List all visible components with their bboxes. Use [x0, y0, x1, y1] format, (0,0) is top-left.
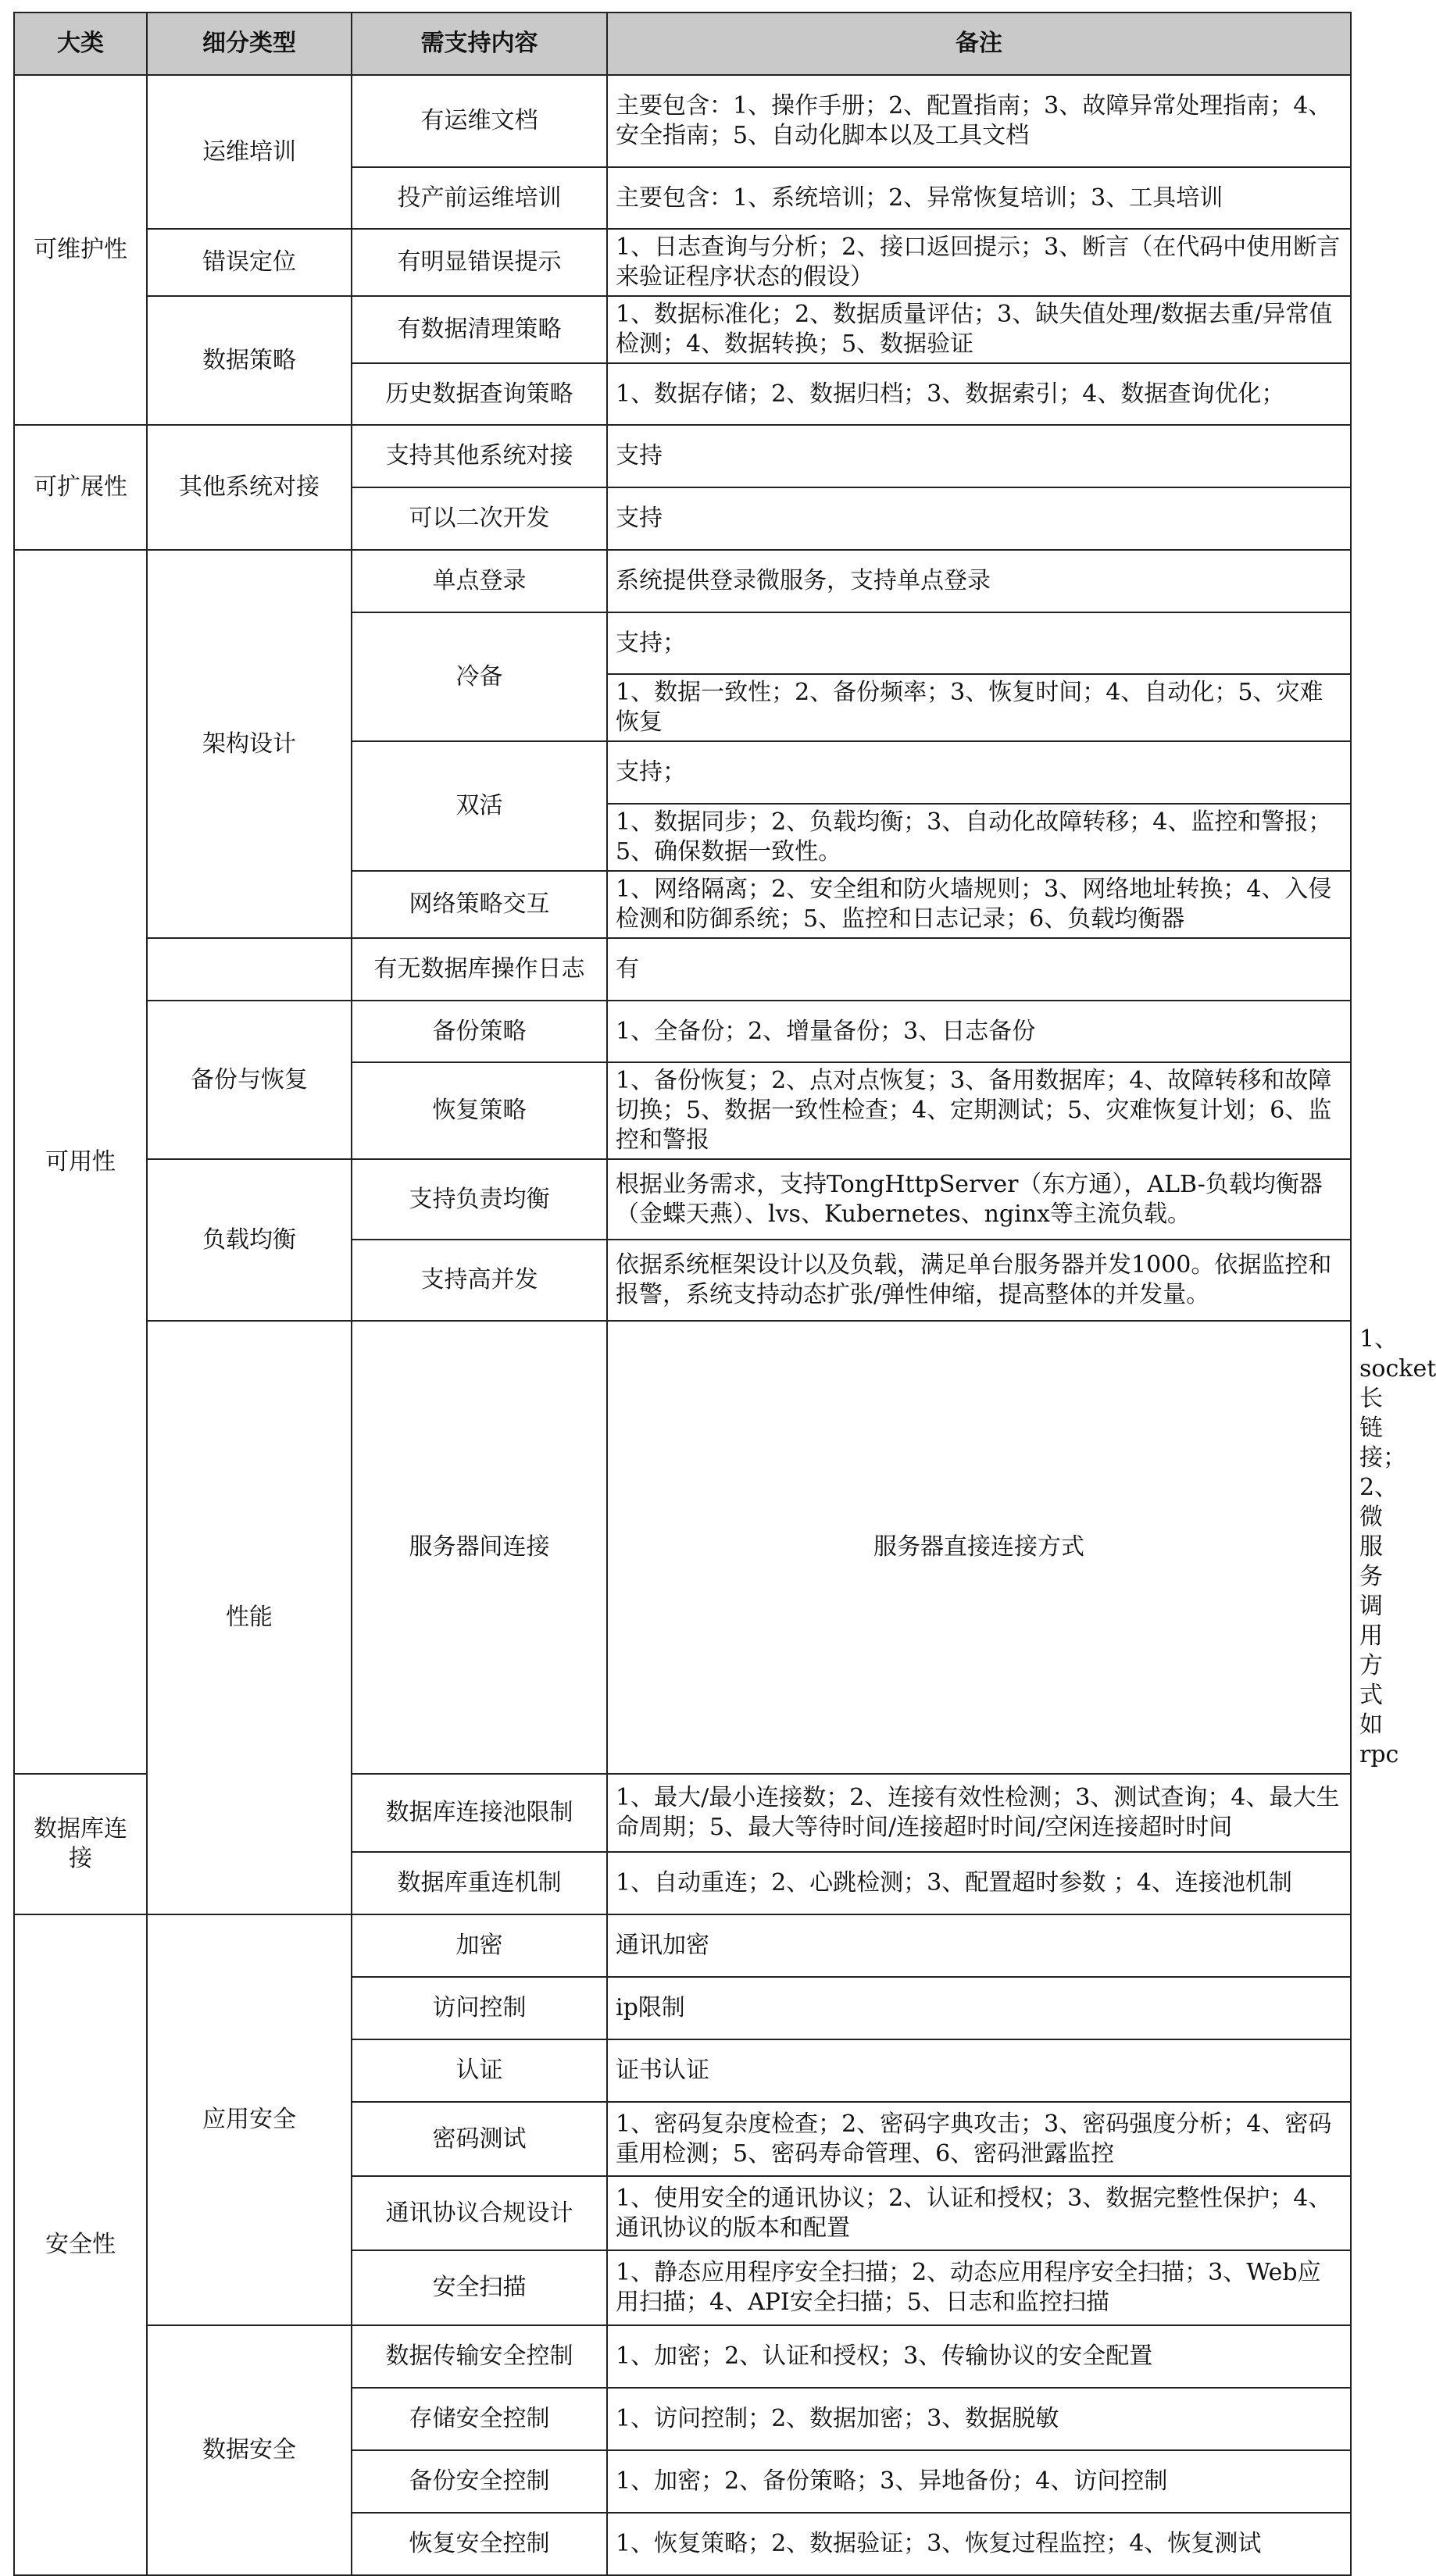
- table-row: [14, 75, 1351, 167]
- table-row: [14, 425, 1351, 487]
- note-cell: 1、数据存储；2、数据归档；3、数据索引；4、数据查询优化；: [607, 363, 1351, 425]
- note-cell: 1、密码复杂度检查；2、密码字典攻击；3、密码强度分析；4、密码重用检测；5、密码寿命管理、6、密码泄露监控: [607, 2102, 1351, 2176]
- note-cell: 有: [607, 938, 1351, 1001]
- content-cell: 认证: [352, 2039, 607, 2102]
- note-cell: 1、访问控制；2、数据加密；3、数据脱敏: [607, 2388, 1351, 2450]
- table-row: [14, 1914, 1351, 1977]
- note-cell: 1、备份恢复；2、点对点恢复；3、备用数据库；4、故障转移和故障切换；5、数据一致性检查；4、定期测试；5、灾难恢复计划；6、监控和警报: [607, 1062, 1351, 1159]
- content-cell: 恢复安全控制: [352, 2513, 607, 2575]
- note-cell: 支持: [607, 425, 1351, 487]
- note-cell: 1、数据同步；2、负载均衡；3、自动化故障转移；4、监控和警报；5、确保数据一致性。: [607, 804, 1351, 871]
- table-row: [14, 550, 1351, 612]
- category-cell: 安全性: [14, 1914, 147, 2575]
- table-row: [14, 229, 1351, 296]
- subtype-cell: [147, 938, 352, 1001]
- note-cell: 1、全备份；2、增量备份；3、日志备份: [607, 1001, 1351, 1062]
- content-cell: 数据库连接池限制: [352, 1774, 607, 1852]
- content-cell: 访问控制: [352, 1977, 607, 2039]
- note-cell: 支持；: [607, 741, 1351, 804]
- note-cell: 支持；: [607, 612, 1351, 674]
- table-row: [14, 296, 1351, 363]
- header-row: [14, 12, 1351, 75]
- note-cell: 1、使用安全的通讯协议；2、认证和授权；3、数据完整性保护；4、通讯协议的版本和配置: [607, 2176, 1351, 2250]
- content-cell: 支持负责均衡: [352, 1159, 607, 1240]
- note-cell: 1、静态应用程序安全扫描；2、动态应用程序安全扫描；3、Web应用扫描；4、API安全扫描；5、日志和监控扫描: [607, 2250, 1351, 2325]
- note-cell: 1、最大/最小连接数；2、连接有效性检测；3、测试查询；4、最大生命周期；5、最大等待时间/连接超时时间/空闲连接超时时间: [607, 1774, 1351, 1852]
- subtype-cell: 应用安全: [147, 1914, 352, 2325]
- content-cell: 通讯协议合规设计: [352, 2176, 607, 2250]
- note-cell: 1、数据标准化；2、数据质量评估；3、缺失值处理/数据去重/异常值检测；4、数据转换；5、数据验证: [607, 296, 1351, 363]
- table-row: [14, 938, 1351, 1001]
- content-cell: 加密: [352, 1914, 607, 1977]
- content-cell: 数据库重连机制: [352, 1852, 607, 1914]
- subtype-cell: 其他系统对接: [147, 425, 352, 550]
- header-note: 备注: [607, 12, 1351, 75]
- content-cell: 安全扫描: [352, 2250, 607, 2325]
- content-cell: 双活: [352, 741, 607, 871]
- note-cell: 证书认证: [607, 2039, 1351, 2102]
- header-content: 需支持内容: [352, 12, 607, 75]
- note-cell: 1、数据一致性；2、备份频率；3、恢复时间；4、自动化；5、灾难恢复: [607, 674, 1351, 741]
- content-cell: 可以二次开发: [352, 487, 607, 550]
- table-row: [14, 2325, 1351, 2388]
- content-cell: 数据传输安全控制: [352, 2325, 607, 2388]
- header-category: 大类: [14, 12, 147, 75]
- content-cell: 有无数据库操作日志: [352, 938, 607, 1001]
- category-cell: 性能: [147, 1321, 352, 1914]
- note-cell: 系统提供登录微服务，支持单点登录: [607, 550, 1351, 612]
- note-cell: 根据业务需求，支持TongHttpServer（东方通），ALB-负载均衡器（金蝶天燕）、lvs、Kubernetes、nginx等主流负载。: [607, 1159, 1351, 1240]
- content-cell: 恢复策略: [352, 1062, 607, 1159]
- subtype-cell: 架构设计: [147, 550, 352, 938]
- category-cell: 可用性: [14, 550, 147, 1774]
- content-cell: 支持高并发: [352, 1240, 607, 1321]
- note-cell: 1、加密；2、认证和授权；3、传输协议的安全配置: [607, 2325, 1351, 2388]
- content-cell: 密码测试: [352, 2102, 607, 2176]
- table-row: 性能 服务器间连接 服务器直接连接方式 1、socket 长链接；2、微服务调用方式如rpc: [14, 1321, 1351, 1774]
- content-cell: 备份安全控制: [352, 2450, 607, 2513]
- note-cell: 通讯加密: [607, 1914, 1351, 1977]
- subtype-cell: 数据策略: [147, 296, 352, 425]
- note-cell: 1、网络隔离；2、安全组和防火墙规则；3、网络地址转换；4、入侵检测和防御系统；5、监控和日志记录；6、负载均衡器: [607, 871, 1351, 938]
- note-cell: 1、加密；2、备份策略；3、异地备份；4、访问控制: [607, 2450, 1351, 2513]
- category-cell: 可扩展性: [14, 425, 147, 550]
- content-cell: 有数据清理策略: [352, 296, 607, 363]
- note-cell: 1、恢复策略；2、数据验证；3、恢复过程监控；4、恢复测试: [607, 2513, 1351, 2575]
- content-cell: 备份策略: [352, 1001, 607, 1062]
- note-cell: 支持: [607, 487, 1351, 550]
- note-cell: 主要包含：1、系统培训；2、异常恢复培训；3、工具培训: [607, 167, 1351, 229]
- subtype-cell: 备份与恢复: [147, 1001, 352, 1159]
- content-cell: 投产前运维培训: [352, 167, 607, 229]
- subtype-cell: 错误定位: [147, 229, 352, 296]
- requirements-table-container: [13, 12, 1436, 2576]
- subtype-cell: 运维培训: [147, 75, 352, 229]
- content-cell: 网络策略交互: [352, 871, 607, 938]
- table-row: [14, 1001, 1351, 1062]
- note-cell: 1、日志查询与分析；2、接口返回提示；3、断言（在代码中使用断言来验证程序状态的假设）: [607, 229, 1351, 296]
- content-cell: 单点登录: [352, 550, 607, 612]
- subtype-cell: 服务器间连接: [352, 1321, 607, 1774]
- content-cell: 服务器直接连接方式: [607, 1321, 1351, 1774]
- note-cell: 依据系统框架设计以及负载，满足单台服务器并发1000。依据监控和报警，系统支持动态扩张/弹性伸缩，提高整体的并发量。: [607, 1240, 1351, 1321]
- note-cell: 1、自动重连；2、心跳检测；3、配置超时参数 ；4、连接池机制: [607, 1852, 1351, 1914]
- note-cell: 主要包含：1、操作手册；2、配置指南；3、故障异常处理指南；4、安全指南；5、自动化脚本以及工具文档: [607, 75, 1351, 167]
- requirements-table: [13, 12, 1436, 2576]
- content-cell: 历史数据查询策略: [352, 363, 607, 425]
- category-cell: 可维护性: [14, 75, 147, 425]
- table-row: [14, 1159, 1351, 1240]
- subtype-cell: 负载均衡: [147, 1159, 352, 1321]
- content-cell: 支持其他系统对接: [352, 425, 607, 487]
- content-cell: 有明显错误提示: [352, 229, 607, 296]
- subtype-cell: 数据安全: [147, 2325, 352, 2575]
- content-cell: 有运维文档: [352, 75, 607, 167]
- note-cell: ip限制: [607, 1977, 1351, 2039]
- subtype-cell: 数据库连接: [14, 1774, 147, 1914]
- content-cell: 冷备: [352, 612, 607, 741]
- content-cell: 存储安全控制: [352, 2388, 607, 2450]
- header-subtype: 细分类型: [147, 12, 352, 75]
